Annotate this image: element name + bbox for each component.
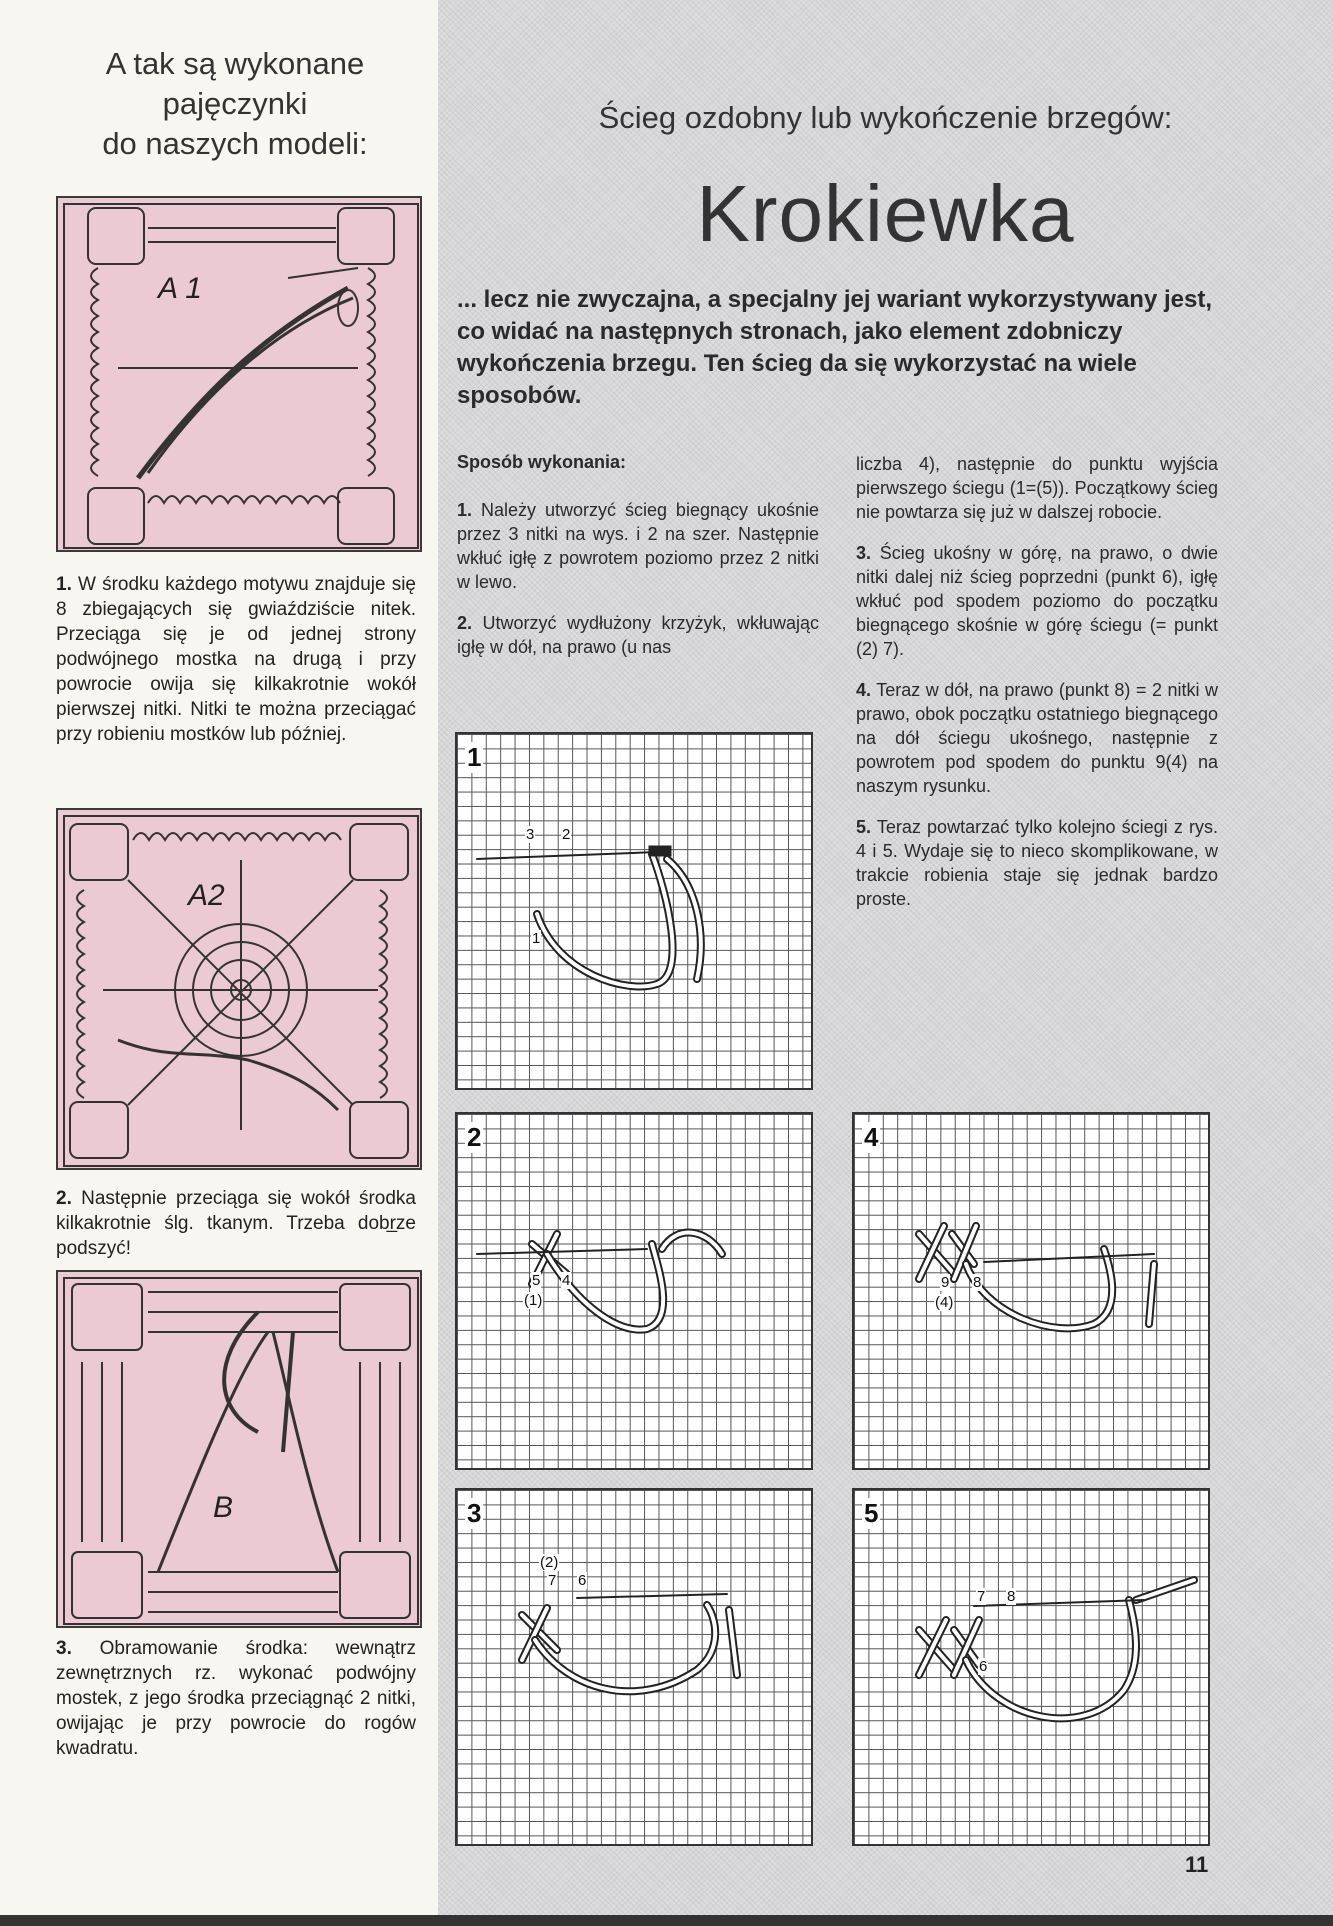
step-2 xyxy=(457,611,819,659)
step-4-text: Teraz w dół, na prawo (punkt 8) = 2 nitki w prawo, obok początku ostatniego biegnącego na dół ściegu ukośnego, następnie z powrotem pod spodem do punktu 9(4) na naszym rysunku. xyxy=(856,680,1219,796)
diagram-5-number: 5 xyxy=(864,1498,879,1528)
instructions-col-1 xyxy=(457,450,819,676)
diagram-4-label: (4) xyxy=(935,1294,954,1311)
caption-1-text: W środku każdego motywu znajduje się 8 zbiegających się gwiaździście nitek. Przeciąga się je od jednej strony podwójnego mostka na drugą i przy powrocie owija się kilkakrotnie wokół pierwszej nitki. Nitki te można przeciągać przy robieniu mostków lub później. xyxy=(56,574,416,745)
figure-a1-label: A 1 xyxy=(158,272,202,305)
figure-a2-illustration xyxy=(58,810,422,1170)
caption-1-number: 1. xyxy=(56,574,72,595)
step-5-text: Teraz powtarzać tylko kolejno ściegi z rys. 4 i 5. Wydaje się to nieco skomplikowane, w trakcie robienia staje się jednak bardzo proste. xyxy=(856,817,1218,909)
diagram-3-label: 6 xyxy=(578,1572,587,1589)
figure-a1 xyxy=(56,196,422,552)
caption-3-number: 3. xyxy=(56,1638,72,1659)
bottom-edge xyxy=(0,1915,1333,1926)
stitch-diagram-3 xyxy=(455,1488,813,1846)
figure-a2-label: A2 xyxy=(188,879,225,912)
left-title-line: do naszych modeli: xyxy=(102,126,368,161)
stitch-diagram-5 xyxy=(852,1488,1210,1846)
diagram-4-number: 4 xyxy=(864,1122,879,1152)
caption-3 xyxy=(56,1636,416,1761)
page-number: 11 xyxy=(1185,1852,1209,1877)
diagram-1-label: 2 xyxy=(562,826,571,843)
left-title-line: A tak są wykonane xyxy=(105,46,365,81)
diagram-2-label: 5 xyxy=(532,1272,541,1289)
diagram-3-label: 7 xyxy=(548,1572,557,1589)
diagram-4-label: 9 xyxy=(941,1274,950,1291)
stitch-diagram-1 xyxy=(455,732,813,1090)
left-title xyxy=(60,44,410,164)
diagram-5-label: 6 xyxy=(979,1658,988,1675)
diagram-5-label: 7 xyxy=(977,1588,986,1605)
caption-2 xyxy=(56,1186,416,1261)
instructions-col-2 xyxy=(856,452,1218,928)
diagram-4-label: 8 xyxy=(973,1274,982,1291)
stitch-diagram-4 xyxy=(852,1112,1210,1470)
diagram-5-label: 8 xyxy=(1007,1588,1016,1605)
step-1 xyxy=(457,498,819,594)
step-1-text: Należy utworzyć ścieg biegnący ukośnie przez 3 nitki na wys. i 2 na szer. Następnie wkłuć igłę z powrotem poziomo przez 2 nitki w lewo. xyxy=(457,500,819,592)
step-2-text: Utworzyć wydłużony krzyżyk, wkłuwając igłę w dół, na prawo (u nas xyxy=(457,613,819,657)
step-2-continued xyxy=(856,452,1218,524)
diagram-1-label: 3 xyxy=(526,826,535,843)
left-title-line: pajęczynki xyxy=(162,86,308,121)
caption-2-text: Następnie przeciąga się wokół środka kilkakrotnie ślg. tkanym. Trzeba dobr̲ze podszyć! xyxy=(56,1188,416,1259)
stitch-diagram-2 xyxy=(455,1112,813,1470)
step-2-continued-text: liczba 4), następnie do punktu wyjścia pierwszego ściegu (1=(5)). Początkowy ścieg nie powtarza się już w dalszej robocie. xyxy=(856,454,1218,522)
step-1-number: 1. xyxy=(457,500,473,520)
step-2-number: 2. xyxy=(457,613,473,633)
step-5 xyxy=(856,815,1218,911)
diagram-2-label: (1) xyxy=(524,1292,543,1309)
stitch-diagram-2-drawing xyxy=(457,1114,815,1472)
figure-b-label: B xyxy=(213,1491,234,1524)
caption-2-number: 2. xyxy=(56,1188,72,1209)
stitch-diagram-1-drawing xyxy=(457,734,815,1092)
diagram-1-label: 1 xyxy=(532,930,541,947)
step-4-number: 4. xyxy=(856,680,872,700)
figure-a1-illustration xyxy=(58,198,422,552)
stitch-diagram-4-drawing xyxy=(854,1114,1212,1472)
figure-b xyxy=(56,1270,422,1628)
diagram-2-number: 2 xyxy=(467,1122,482,1152)
stitch-diagram-5-drawing xyxy=(854,1490,1212,1848)
stitch-diagram-3-drawing xyxy=(457,1490,815,1848)
step-3-number: 3. xyxy=(856,543,872,563)
subtitle: Ścieg ozdobny lub wykończenie brzegów: xyxy=(598,100,1173,135)
step-3 xyxy=(856,541,1218,661)
step-4 xyxy=(856,678,1218,798)
step-5-number: 5. xyxy=(856,817,872,837)
diagram-1-number: 1 xyxy=(467,742,482,772)
page-title: Krokiewka xyxy=(696,169,1075,258)
diagram-3-label: (2) xyxy=(540,1554,559,1571)
intro-text: ... lecz nie zwyczajna, a specjalny jej wariant wykorzystywany jest, co widać na następnych stronach, jako element zdobniczy wykończenia brzegu. Ten ścieg da się wykorzystać na wiele sposobów. xyxy=(457,286,1213,409)
caption-1 xyxy=(56,572,416,747)
diagram-3-number: 3 xyxy=(467,1498,482,1528)
step-3-text: Ścieg ukośny w górę, na prawo, o dwie nitki dalej niż ścieg poprzedni (punkt 6), igłę wkłuć pod spodem poziomo do początku biegnącego skośnie w górę ściegu (= punkt (2) 7). xyxy=(856,543,1218,659)
figure-b-illustration xyxy=(58,1272,422,1628)
method-heading: Sposób wykonania: xyxy=(457,452,627,472)
caption-3-text: Obramowanie środka: wewnątrz zewnętrznych rz. wykonać podwójny mostek, z jego środka przeciągnąć 2 nitki, owijając je przy powrocie do rogów kwadratu. xyxy=(56,1638,417,1759)
diagram-2-label: 4 xyxy=(562,1272,571,1289)
figure-a2 xyxy=(56,808,422,1170)
